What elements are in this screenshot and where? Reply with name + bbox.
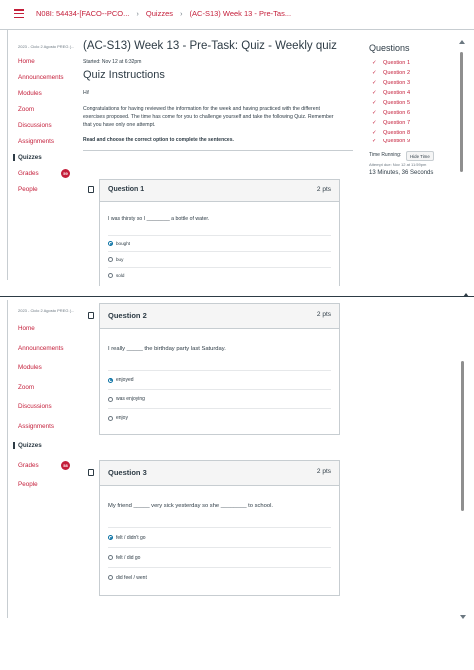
questions-panel (369, 43, 411, 143)
top-bar (0, 0, 474, 30)
check-icon: ✓ (372, 80, 377, 86)
answer-option[interactable] (108, 267, 331, 283)
timer-panel (369, 152, 433, 176)
nav-discussions[interactable]: Discussions (18, 403, 52, 410)
flag-question-icon[interactable] (88, 186, 94, 193)
radio-icon[interactable] (108, 555, 113, 560)
nav-zoom[interactable]: Zoom (18, 383, 35, 391)
course-nav (18, 58, 78, 198)
answer-option[interactable] (108, 370, 331, 389)
nav-quizzes[interactable]: Quizzes (13, 442, 42, 449)
instructions-line: exercises proposed. The time has come for you to challenge yourself and take the following Quiz. Remember (83, 114, 334, 121)
question-link-6[interactable]: Question 6 (383, 110, 411, 116)
nav-quizzes[interactable]: Quizzes (13, 154, 42, 161)
grades-badge: 58 (61, 461, 70, 470)
nav-grades[interactable]: Grades (18, 170, 39, 177)
nav-home[interactable]: Home (18, 325, 35, 332)
radio-icon[interactable] (108, 416, 113, 421)
scrollbar[interactable] (458, 38, 465, 248)
question-link-1[interactable]: Question 1 (383, 60, 411, 66)
answer-option[interactable] (108, 547, 331, 567)
hamburger-menu-icon[interactable] (14, 9, 24, 18)
check-icon: ✓ (372, 139, 377, 143)
nav-people[interactable]: People (18, 481, 38, 488)
option-label: enjoyed (116, 377, 134, 383)
course-label: 2023 - Ciclo 2 Agosto PREG (... (18, 308, 75, 313)
option-label: buy (116, 257, 124, 262)
nav-people[interactable]: People (18, 186, 38, 193)
scrollbar-thumb[interactable] (460, 52, 463, 172)
option-label: felt / did go (116, 554, 141, 561)
check-icon: ✓ (372, 90, 377, 96)
question-link-9-clip (369, 139, 449, 143)
hide-time-button[interactable]: Hide Time (406, 151, 434, 161)
nav-zoom[interactable]: Zoom (18, 106, 35, 113)
answer-option[interactable] (108, 251, 331, 267)
flag-question-icon[interactable] (88, 469, 94, 476)
option-label: did feel / went (116, 574, 147, 581)
nav-discussions[interactable]: Discussions (18, 122, 52, 129)
question-link-7[interactable]: Question 7 (383, 120, 411, 126)
radio-icon[interactable] (108, 575, 113, 580)
flag-question-icon[interactable] (88, 312, 94, 319)
course-nav (18, 325, 78, 495)
radio-icon[interactable] (108, 397, 113, 402)
question-link-9[interactable]: Question 9 (383, 139, 411, 143)
question-link-2[interactable]: Question 2 (383, 70, 411, 76)
scroll-up-icon[interactable] (463, 293, 469, 297)
radio-icon[interactable] (108, 273, 113, 278)
answer-option[interactable] (108, 527, 331, 547)
option-label: enjoy (116, 415, 128, 421)
screenshot-top (0, 0, 474, 286)
scroll-up-icon[interactable] (459, 40, 465, 44)
question-title: Question 2 (108, 311, 147, 320)
nav-modules[interactable]: Modules (18, 90, 42, 97)
breadcrumb-quizzes[interactable]: Quizzes (145, 9, 173, 18)
instructions-paragraph (83, 105, 353, 130)
answer-option[interactable] (108, 235, 331, 251)
question-text: I was thirsty so I ________ a bottle of water. (108, 216, 210, 222)
radio-icon[interactable] (108, 257, 113, 262)
radio-selected-icon[interactable] (108, 241, 113, 246)
nav-home[interactable]: Home (18, 58, 35, 65)
question-header (100, 461, 339, 486)
screenshot-separator (0, 296, 474, 297)
question-link-5[interactable]: Question 5 (383, 100, 411, 106)
breadcrumb-course[interactable]: N08I: 54434-[FACO--PCO... (36, 9, 130, 18)
question-card-1 (99, 179, 340, 286)
scrollbar-thumb[interactable] (461, 361, 464, 511)
divider (83, 150, 353, 151)
question-header (100, 304, 339, 329)
time-running-label: Time Running: (369, 152, 402, 158)
check-icon: ✓ (372, 100, 377, 106)
breadcrumb-separator-icon: › (136, 11, 139, 18)
course-label: 2023 - Ciclo 2 Agosto PREG (... (18, 44, 75, 49)
scrollbar[interactable] (459, 306, 466, 621)
radio-selected-icon[interactable] (108, 378, 113, 383)
question-title: Question 1 (108, 186, 145, 193)
breadcrumb-separator-icon: › (180, 11, 183, 18)
check-icon: ✓ (372, 60, 377, 66)
started-time: Started: Nov 12 at 6:32pm (83, 59, 142, 65)
instructions-title: Quiz Instructions (83, 69, 165, 81)
instructions-line: Congratulations for having reviewed the information for the week and having practiced with the different (83, 106, 320, 112)
question-points: 2 pts (316, 311, 331, 318)
quiz-main (83, 40, 355, 151)
answer-option[interactable] (108, 567, 331, 587)
nav-announcements[interactable]: Announcements (18, 344, 64, 352)
nav-assignments[interactable]: Assignments (18, 138, 55, 145)
time-left: 13 Minutes, 36 Seconds (369, 170, 434, 176)
left-divider (7, 300, 8, 618)
scroll-down-icon[interactable] (460, 615, 466, 619)
screenshot-bottom (0, 298, 474, 670)
greeting: Hi! (83, 90, 90, 96)
question-link-8[interactable]: Question 8 (383, 130, 411, 136)
question-title: Question 3 (108, 468, 147, 477)
question-card-3 (99, 460, 340, 596)
nav-modules[interactable]: Modules (18, 364, 42, 371)
nav-grades[interactable]: Grades (18, 461, 39, 469)
option-label: bought (116, 241, 131, 246)
question-link-3[interactable]: Question 3 (383, 80, 411, 86)
question-points: 2 pts (316, 186, 331, 193)
question-link-4[interactable]: Question 4 (383, 90, 411, 96)
question-text: My friend _____ very sick yesterday so she ________ to school. (108, 503, 273, 509)
question-points: 2 pts (316, 468, 331, 475)
quiz-title: (AC-S13) Week 13 - Pre-Task: Quiz - Weekly quiz (83, 40, 337, 52)
check-icon: ✓ (372, 70, 377, 76)
left-divider (7, 30, 8, 280)
grades-badge: 59 (61, 169, 70, 178)
attempt-due: Attempt due: Nov 12 at 11:59pm (369, 162, 427, 167)
answer-option[interactable] (108, 408, 331, 427)
nav-announcements[interactable]: Announcements (18, 74, 64, 81)
question-header (100, 180, 339, 202)
instructions-line: that you have only one attempt. (83, 122, 156, 129)
breadcrumb-current[interactable]: (AC-S13) Week 13 - Pre-Tas... (189, 9, 292, 18)
read-instruction: Read and choose the correct option to complete the sentences. (83, 136, 234, 143)
question-text: I really _____ the birthday party last Saturday. (108, 346, 226, 352)
option-label: felt / didn't go (116, 534, 146, 541)
radio-selected-icon[interactable] (108, 535, 113, 540)
option-label: was enjoying (116, 396, 145, 402)
check-icon: ✓ (372, 120, 377, 126)
check-icon: ✓ (372, 130, 377, 136)
breadcrumb (36, 9, 291, 18)
question-card-2 (99, 303, 340, 435)
nav-assignments[interactable]: Assignments (18, 422, 55, 430)
questions-heading: Questions (369, 43, 410, 53)
check-icon: ✓ (372, 110, 377, 116)
answer-option[interactable] (108, 389, 331, 408)
option-label: sold (116, 273, 125, 278)
